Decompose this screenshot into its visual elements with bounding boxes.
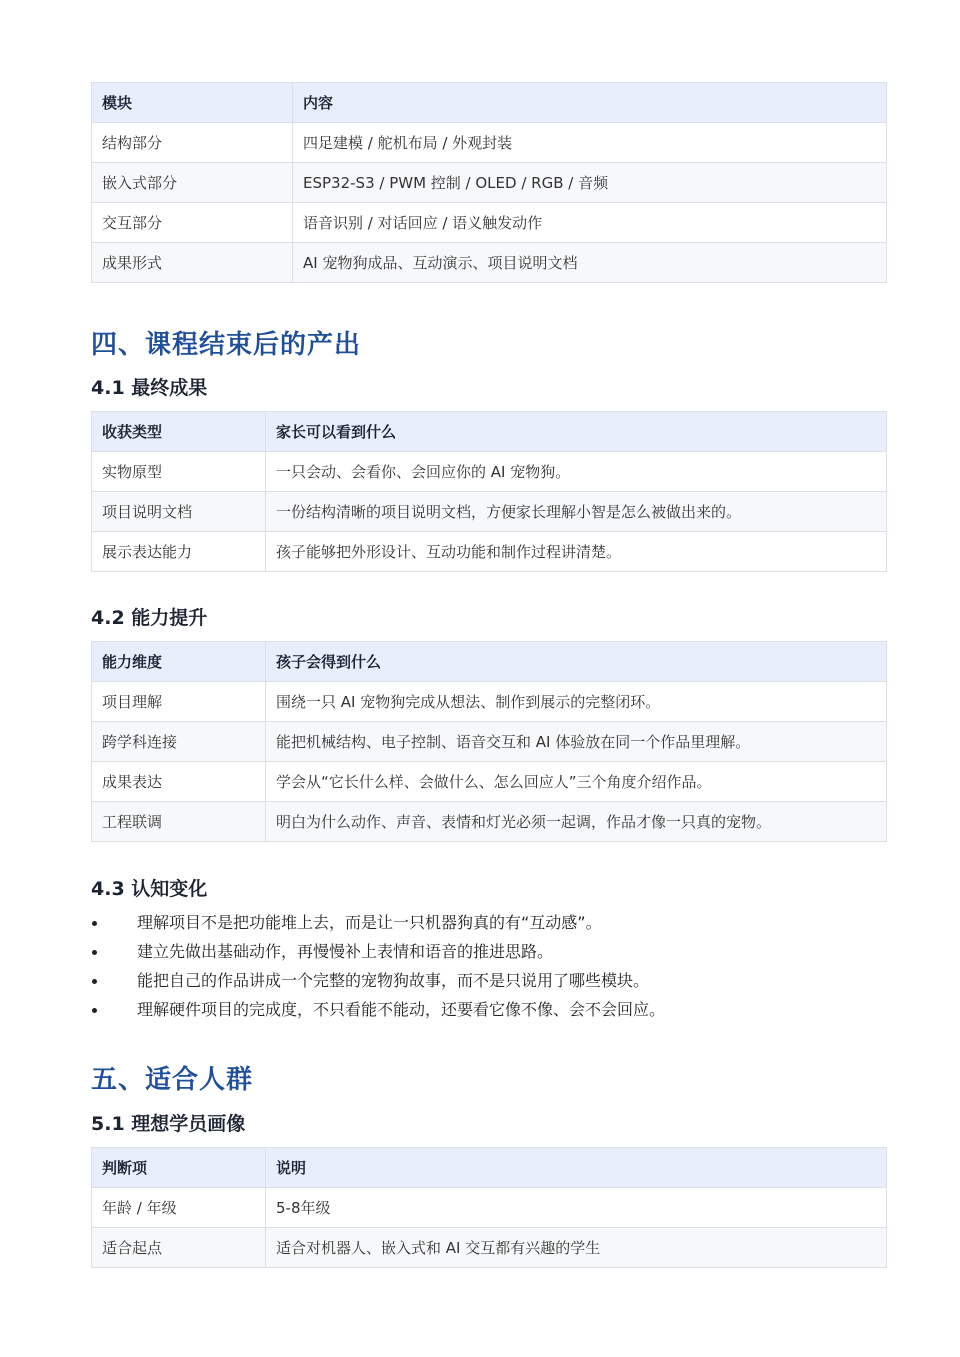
table-row bbox=[92, 762, 887, 802]
table-cell: ESP32-S3 / PWM 控制 / OLED / RGB / 音频 bbox=[293, 163, 887, 203]
table-cell: 适合对机器人、嵌入式和 AI 交互都有兴趣的学生 bbox=[266, 1228, 887, 1268]
table-row bbox=[92, 243, 887, 283]
column-header: 家长可以看到什么 bbox=[266, 412, 887, 452]
table-cell: 明白为什么动作、声音、表情和灯光必须一起调，作品才像一只真的宠物。 bbox=[266, 802, 887, 842]
list-item bbox=[91, 966, 665, 995]
table-cell: 年龄 / 年级 bbox=[92, 1188, 266, 1228]
table-cell: 学会从“它长什么样、会做什么、怎么回应人”三个角度介绍作品。 bbox=[266, 762, 887, 802]
table-cell: 四足建模 / 舵机布局 / 外观封装 bbox=[293, 123, 887, 163]
table-row bbox=[92, 492, 887, 532]
table-cell: 交互部分 bbox=[92, 203, 293, 243]
table-row bbox=[92, 722, 887, 762]
cognition-bullet-list bbox=[91, 908, 665, 1024]
bullet-dot-icon bbox=[92, 1008, 97, 1013]
list-item-text: 理解项目不是把功能堆上去，而是让一只机器狗真的有“互动感”。 bbox=[137, 913, 602, 932]
subsection-heading: 5.1 理想学员画像 bbox=[91, 1113, 246, 1135]
subsection-heading: 4.3 认知变化 bbox=[91, 878, 208, 900]
list-item-text: 理解硬件项目的完成度，不只看能不能动，还要看它像不像、会不会回应。 bbox=[137, 1000, 666, 1019]
table-cell: 语音识别 / 对话回应 / 语义触发动作 bbox=[293, 203, 887, 243]
bullet-dot-icon bbox=[92, 921, 97, 926]
column-header: 判断项 bbox=[92, 1148, 266, 1188]
table-cell: 工程联调 bbox=[92, 802, 266, 842]
table-cell: 成果形式 bbox=[92, 243, 293, 283]
table-cell: 围绕一只 AI 宠物狗完成从想法、制作到展示的完整闭环。 bbox=[266, 682, 887, 722]
abilities-table bbox=[91, 641, 887, 842]
list-item-text: 能把自己的作品讲成一个完整的宠物狗故事，而不是只说用了哪些模块。 bbox=[137, 971, 650, 990]
table-cell: AI 宠物狗成品、互动演示、项目说明文档 bbox=[293, 243, 887, 283]
outcomes-table bbox=[91, 411, 887, 572]
list-item-text: 建立先做出基础动作，再慢慢补上表情和语音的推进思路。 bbox=[137, 942, 554, 961]
table-cell: 适合起点 bbox=[92, 1228, 266, 1268]
table-cell: 嵌入式部分 bbox=[92, 163, 293, 203]
table-cell: 一只会动、会看你、会回应你的 AI 宠物狗。 bbox=[266, 452, 887, 492]
bullet-dot-icon bbox=[92, 950, 97, 955]
subsection-heading: 4.2 能力提升 bbox=[91, 607, 208, 629]
table-cell: 成果表达 bbox=[92, 762, 266, 802]
list-item bbox=[91, 908, 665, 937]
column-header: 说明 bbox=[266, 1148, 887, 1188]
audience-table bbox=[91, 1147, 887, 1268]
table-row bbox=[92, 802, 887, 842]
table-cell: 项目说明文档 bbox=[92, 492, 266, 532]
modules-table bbox=[91, 82, 887, 283]
table-cell: 实物原型 bbox=[92, 452, 266, 492]
section-heading: 四、课程结束后的产出 bbox=[91, 330, 362, 360]
table-row bbox=[92, 123, 887, 163]
column-header: 能力维度 bbox=[92, 642, 266, 682]
table-cell: 跨学科连接 bbox=[92, 722, 266, 762]
table-header-row bbox=[92, 1148, 887, 1188]
table-cell: 孩子能够把外形设计、互动功能和制作过程讲清楚。 bbox=[266, 532, 887, 572]
table-cell: 项目理解 bbox=[92, 682, 266, 722]
table-row bbox=[92, 203, 887, 243]
column-header: 模块 bbox=[92, 83, 293, 123]
column-header: 内容 bbox=[293, 83, 887, 123]
table-row bbox=[92, 532, 887, 572]
table-cell: 展示表达能力 bbox=[92, 532, 266, 572]
subsection-heading: 4.1 最终成果 bbox=[91, 377, 208, 399]
table-cell: 一份结构清晰的项目说明文档，方便家长理解小智是怎么被做出来的。 bbox=[266, 492, 887, 532]
table-row bbox=[92, 163, 887, 203]
table-header-row bbox=[92, 642, 887, 682]
table-row bbox=[92, 452, 887, 492]
list-item bbox=[91, 995, 665, 1024]
table-row bbox=[92, 1228, 887, 1268]
table-cell: 结构部分 bbox=[92, 123, 293, 163]
table-cell: 5-8年级 bbox=[266, 1188, 887, 1228]
column-header: 收获类型 bbox=[92, 412, 266, 452]
column-header: 孩子会得到什么 bbox=[266, 642, 887, 682]
table-row bbox=[92, 682, 887, 722]
table-row bbox=[92, 1188, 887, 1228]
section-heading: 五、适合人群 bbox=[91, 1065, 254, 1095]
table-header-row bbox=[92, 412, 887, 452]
table-cell: 能把机械结构、电子控制、语音交互和 AI 体验放在同一个作品里理解。 bbox=[266, 722, 887, 762]
list-item bbox=[91, 937, 665, 966]
table-header-row bbox=[92, 83, 887, 123]
bullet-dot-icon bbox=[92, 979, 97, 984]
